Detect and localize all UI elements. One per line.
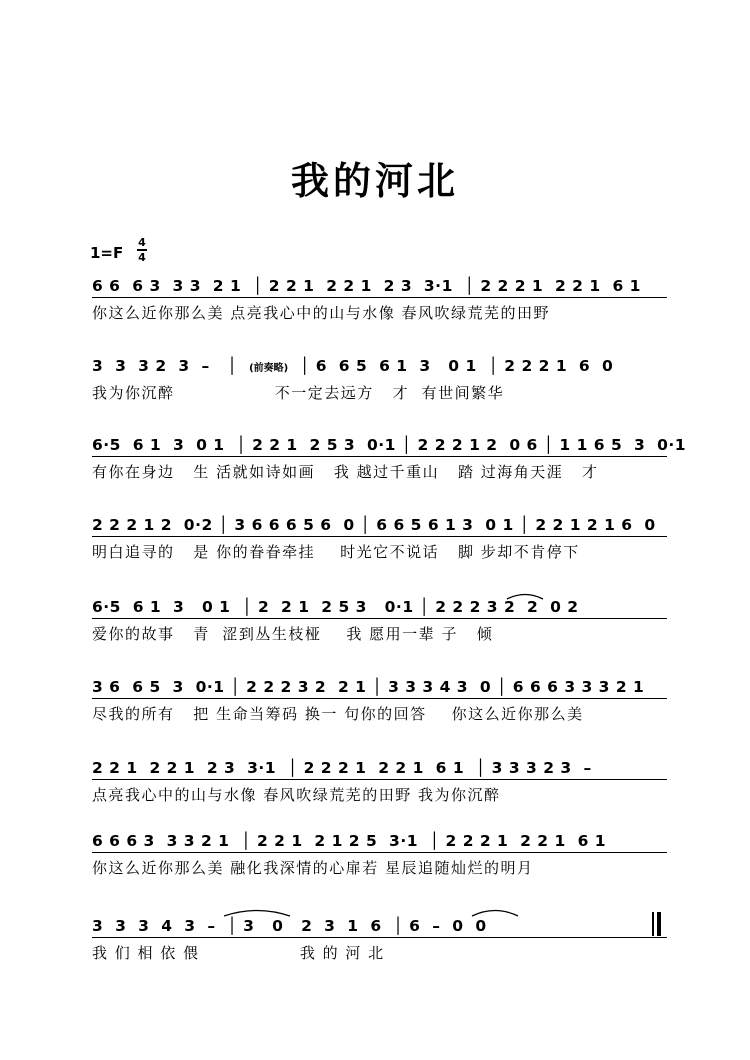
lyric-row-7: 点亮我心中的山与水像 春风吹绿荒芜的田野 我为你沉醉 bbox=[92, 786, 501, 804]
lyric-row-2: 我为你沉醉 不一定去远方 才 有世间繁华 bbox=[92, 384, 505, 402]
lyric-row-5: 爱你的故事 青 涩到丛生枝桠 我 愿用一辈 子 倾 bbox=[92, 625, 494, 643]
tie-mark bbox=[505, 590, 545, 600]
tie-mark-3 bbox=[470, 905, 520, 917]
notation-row-4: 2 2 2 1 2 0·2 │ 3 6 6 6 5 6 0 │ 6 6 5 6 1 3 0 1 │ 2 2 1 2 1 6 0 bbox=[92, 514, 667, 537]
tie-mark-2 bbox=[222, 905, 292, 917]
lyric-row-8: 你这么近你那么美 融化我深情的心扉若 星辰追随灿烂的明月 bbox=[92, 859, 534, 877]
song-title: 我的河北 bbox=[290, 158, 459, 203]
notation-row-6: 3 6 6 5 3 0·1 │ 2 2 2 3 2 2 1 │ 3 3 3 4 3 0 │ 6 6 6 3 3 3 2 1 bbox=[92, 676, 667, 699]
final-barline-thin bbox=[652, 912, 654, 936]
notation-row-7: 2 2 1 2 2 1 2 3 3·1 │ 2 2 2 1 2 2 1 6 1 │ 3 3 3 2 3 – bbox=[92, 757, 667, 780]
lyric-row-3: 有你在身边 生 活就如诗如画 我 越过千重山 踏 过海角天涯 才 bbox=[92, 463, 599, 481]
key-signature: 1=F bbox=[90, 244, 124, 262]
lyric-row-6: 尽我的所有 把 生命当筹码 换一 句你的回答 你这么近你那么美 bbox=[92, 705, 584, 723]
meter-top: 4 bbox=[138, 236, 146, 249]
notation-row-8: 6 6 6 3 3 3 2 1 │ 2 2 1 2 1 2 5 3·1 │ 2 2 2 1 2 2 1 6 1 bbox=[92, 830, 667, 853]
lyric-row-9: 我 们 相 依 偎 我 的 河 北 bbox=[92, 944, 385, 962]
notation-row-9: 3 3 3 4 3 – │ 3 0 2 3 1 6 │ 6 – 0 0 bbox=[92, 915, 667, 938]
final-barline-thick bbox=[657, 912, 661, 936]
notation-row-2-b: │ 6 6 5 6 1 3 0 1 │ 2 2 2 1 6 0 bbox=[300, 357, 614, 375]
lyric-row-1: 你这么近你那么美 点亮我心中的山与水像 春风吹绿荒芜的田野 bbox=[92, 304, 551, 322]
meter-bottom: 4 bbox=[138, 250, 146, 264]
time-signature bbox=[137, 237, 147, 263]
intro-omitted-label: (前奏略) bbox=[249, 363, 289, 374]
notation-row-2 bbox=[92, 355, 667, 377]
notation-row-2-a: 3 3 3 2 3 – │ bbox=[92, 357, 238, 375]
notation-row-3: 6·5 6 1 3 0 1 │ 2 2 1 2 5 3 0·1 │ 2 2 2 1 2 0 6 │ 1 1 6 5 3 0·1 bbox=[92, 434, 667, 457]
notation-row-5: 6·5 6 1 3 0 1 │ 2 2 1 2 5 3 0·1 │ 2 2 2 3 2 2 0 2 bbox=[92, 596, 667, 619]
lyric-row-4: 明白追寻的 是 你的眷眷牵挂 时光它不说话 脚 步却不肯停下 bbox=[92, 543, 580, 561]
notation-row-1: 6 6 6 3 3 3 2 1 │ 2 2 1 2 2 1 2 3 3·1 │ 2 2 2 1 2 2 1 6 1 bbox=[92, 275, 667, 298]
